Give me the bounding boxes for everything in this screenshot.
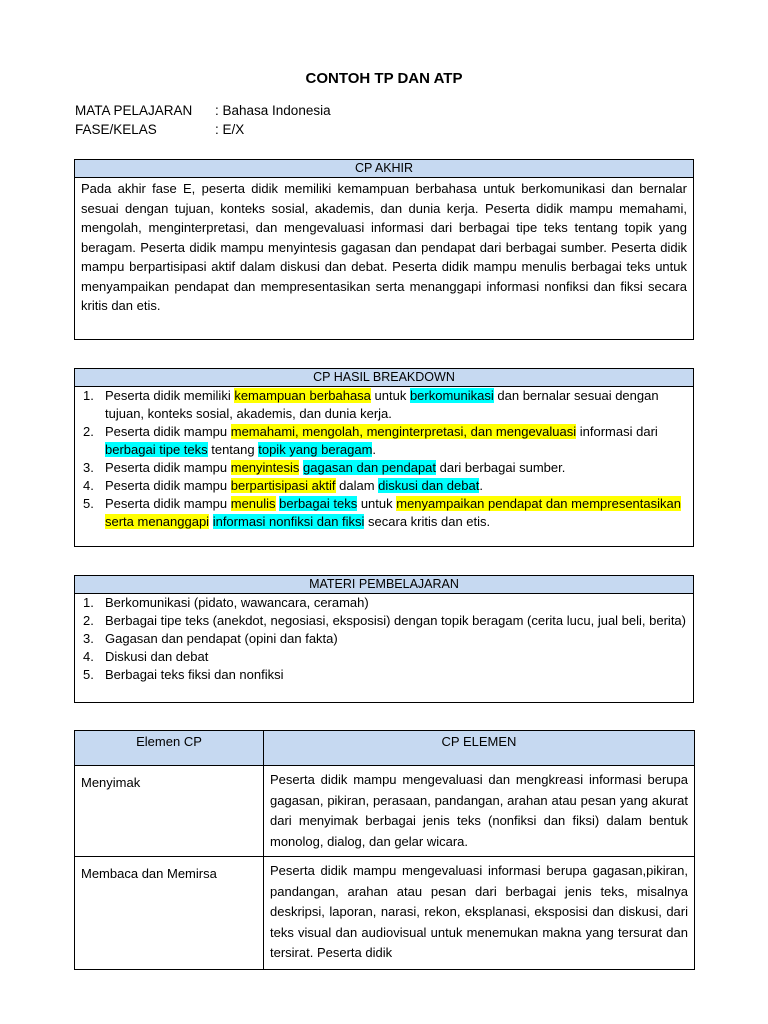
- item-text: Peserta didik mampu: [105, 424, 231, 439]
- cp-akhir-heading: CP AKHIR: [75, 160, 693, 178]
- highlighted-text: kemampuan berbahasa: [234, 388, 371, 403]
- list-item: [81, 423, 687, 459]
- list-item: [81, 594, 687, 612]
- cp-elemen-cell: Peserta didik mampu mengevaluasi informasi berupa gagasan,pikiran, pandangan, arahan atau pesan dari berbagai jenis teks, misalnya deskripsi, laporan, narasi, rekon, eksplanasi, eksposisi dan diskusi, dari teks visual dan audiovisual untuk menemukan makna yang tersurat dan tersirat. Peserta didik: [264, 857, 695, 970]
- meta-phase-label: FASE/KELAS: [75, 122, 157, 137]
- materi-box: [74, 575, 694, 703]
- elemen-cell: Menyimak: [75, 766, 264, 857]
- table-row: [75, 857, 695, 970]
- item-text: dalam: [335, 478, 379, 493]
- meta-subject-label: MATA PELAJARAN: [75, 103, 193, 118]
- item-text: Gagasan dan pendapat (opini dan fakta): [105, 631, 338, 646]
- list-item: [81, 612, 687, 630]
- list-number: 2.: [83, 613, 94, 628]
- item-text: informasi dari: [576, 424, 658, 439]
- cp-akhir-text: Pada akhir fase E, peserta didik memiliki kemampuan berbahasa untuk berkomunikasi dan bernalar sesuai dengan tujuan, konteks sosial, akademis, dan dunia kerja. Peserta didik mampu memahami, mengolah, menginterpretasi, dan mengevaluasi informasi dari berbagai tipe teks tentang topik yang beragam. Peserta didik mampu menyintesis gagasan dan pendapat dari berbagai sumber. Peserta didik mampu berpartisipasi aktif dalam diskusi dan debat. Peserta didik mampu menulis berbagai teks untuk menyampaikan pendapat dan mempresentasikan serta menanggapi informasi nonfiksi dan fiksi secara kritis dan etis.: [81, 181, 687, 313]
- item-text: Diskusi dan debat: [105, 649, 209, 664]
- item-text: dari berbagai sumber.: [436, 460, 566, 475]
- meta-subject-value: : Bahasa Indonesia: [215, 103, 331, 118]
- highlighted-text: topik yang beragam: [258, 442, 373, 457]
- list-item: [81, 648, 687, 666]
- elemen-table-header: [75, 731, 695, 766]
- elemen-table: [74, 730, 695, 970]
- meta-phase: [75, 120, 244, 140]
- table-row: [75, 766, 695, 857]
- list-number: 2.: [83, 424, 94, 439]
- highlighted-text: menyintesis: [230, 460, 300, 475]
- highlighted-text: menulis: [230, 496, 276, 511]
- item-text: Berbagai teks fiksi dan nonfiksi: [105, 667, 284, 682]
- list-item: [81, 630, 687, 648]
- item-text: .: [372, 442, 377, 457]
- item-text: secara kritis dan etis.: [364, 514, 491, 529]
- highlighted-text: menyampaikan pendapat dan mempresentasikan serta menanggapi: [105, 496, 681, 529]
- item-text: Peserta didik mampu: [105, 478, 231, 493]
- item-text: Peserta didik mampu: [105, 460, 231, 475]
- list-item: [81, 495, 687, 531]
- highlighted-text: memahami, mengolah, menginterpretasi, dan mengevaluasi: [230, 424, 577, 439]
- cp-elemen-header: CP ELEMEN: [264, 731, 695, 766]
- highlighted-text: gagasan dan pendapat: [303, 460, 437, 475]
- cp-elemen-cell: Peserta didik mampu mengevaluasi dan mengkreasi informasi berupa gagasan, pikiran, perasaan, pandangan, arahan atau pesan yang akurat dari menyimak berbagai jenis teks (nonfiksi dan fiksi) dalam bentuk monolog, dialog, dan gelar wicara.: [264, 766, 695, 857]
- item-text: untuk: [370, 388, 410, 403]
- list-number: 3.: [83, 631, 94, 646]
- list-number: 3.: [83, 460, 94, 475]
- cp-akhir-box: [74, 159, 694, 340]
- highlighted-text: berbagai tipe teks: [105, 442, 208, 457]
- elemen-cell: Membaca dan Memirsa: [75, 857, 264, 970]
- item-text: .: [479, 478, 483, 493]
- highlighted-text: berkomunikasi: [409, 388, 494, 403]
- list-number: 4.: [83, 649, 94, 664]
- item-text: dan bernalar sesuai dengan tujuan, konteks sosial, akademis, dan dunia kerja.: [105, 388, 659, 421]
- list-number: 4.: [83, 478, 94, 493]
- item-text: Berbagai tipe teks (anekdot, negosiasi, eksposisi) dengan topik beragam (cerita lucu, jual beli, berita): [105, 613, 686, 628]
- list-item: [81, 459, 687, 477]
- highlighted-text: berpartisipasi aktif: [230, 478, 336, 493]
- highlighted-text: berbagai teks: [279, 496, 358, 511]
- list-item: [81, 387, 687, 423]
- item-text: Peserta didik mampu: [105, 496, 231, 511]
- list-item: [81, 666, 687, 684]
- list-item: [81, 477, 687, 495]
- cp-breakdown-box: [74, 368, 694, 547]
- elemen-header: Elemen CP: [75, 731, 264, 766]
- list-number: 5.: [83, 667, 94, 682]
- item-text: untuk: [357, 496, 397, 511]
- materi-heading: MATERI PEMBELAJARAN: [75, 576, 693, 594]
- meta-subject: [75, 101, 331, 121]
- highlighted-text: informasi nonfiksi dan fiksi: [212, 514, 365, 529]
- item-text: Berkomunikasi (pidato, wawancara, ceramah): [105, 595, 369, 610]
- highlighted-text: diskusi dan debat: [378, 478, 480, 493]
- list-number: 5.: [83, 496, 94, 511]
- materi-list: [81, 594, 687, 684]
- item-text: tentang: [207, 442, 259, 457]
- item-text: Peserta didik memiliki: [105, 388, 235, 403]
- cp-breakdown-heading: CP HASIL BREAKDOWN: [75, 369, 693, 387]
- list-number: 1.: [83, 595, 94, 610]
- meta-phase-value: : E/X: [215, 122, 245, 137]
- list-number: 1.: [83, 388, 94, 403]
- cp-breakdown-list: [81, 387, 687, 531]
- page-title: CONTOH TP DAN ATP: [305, 70, 463, 87]
